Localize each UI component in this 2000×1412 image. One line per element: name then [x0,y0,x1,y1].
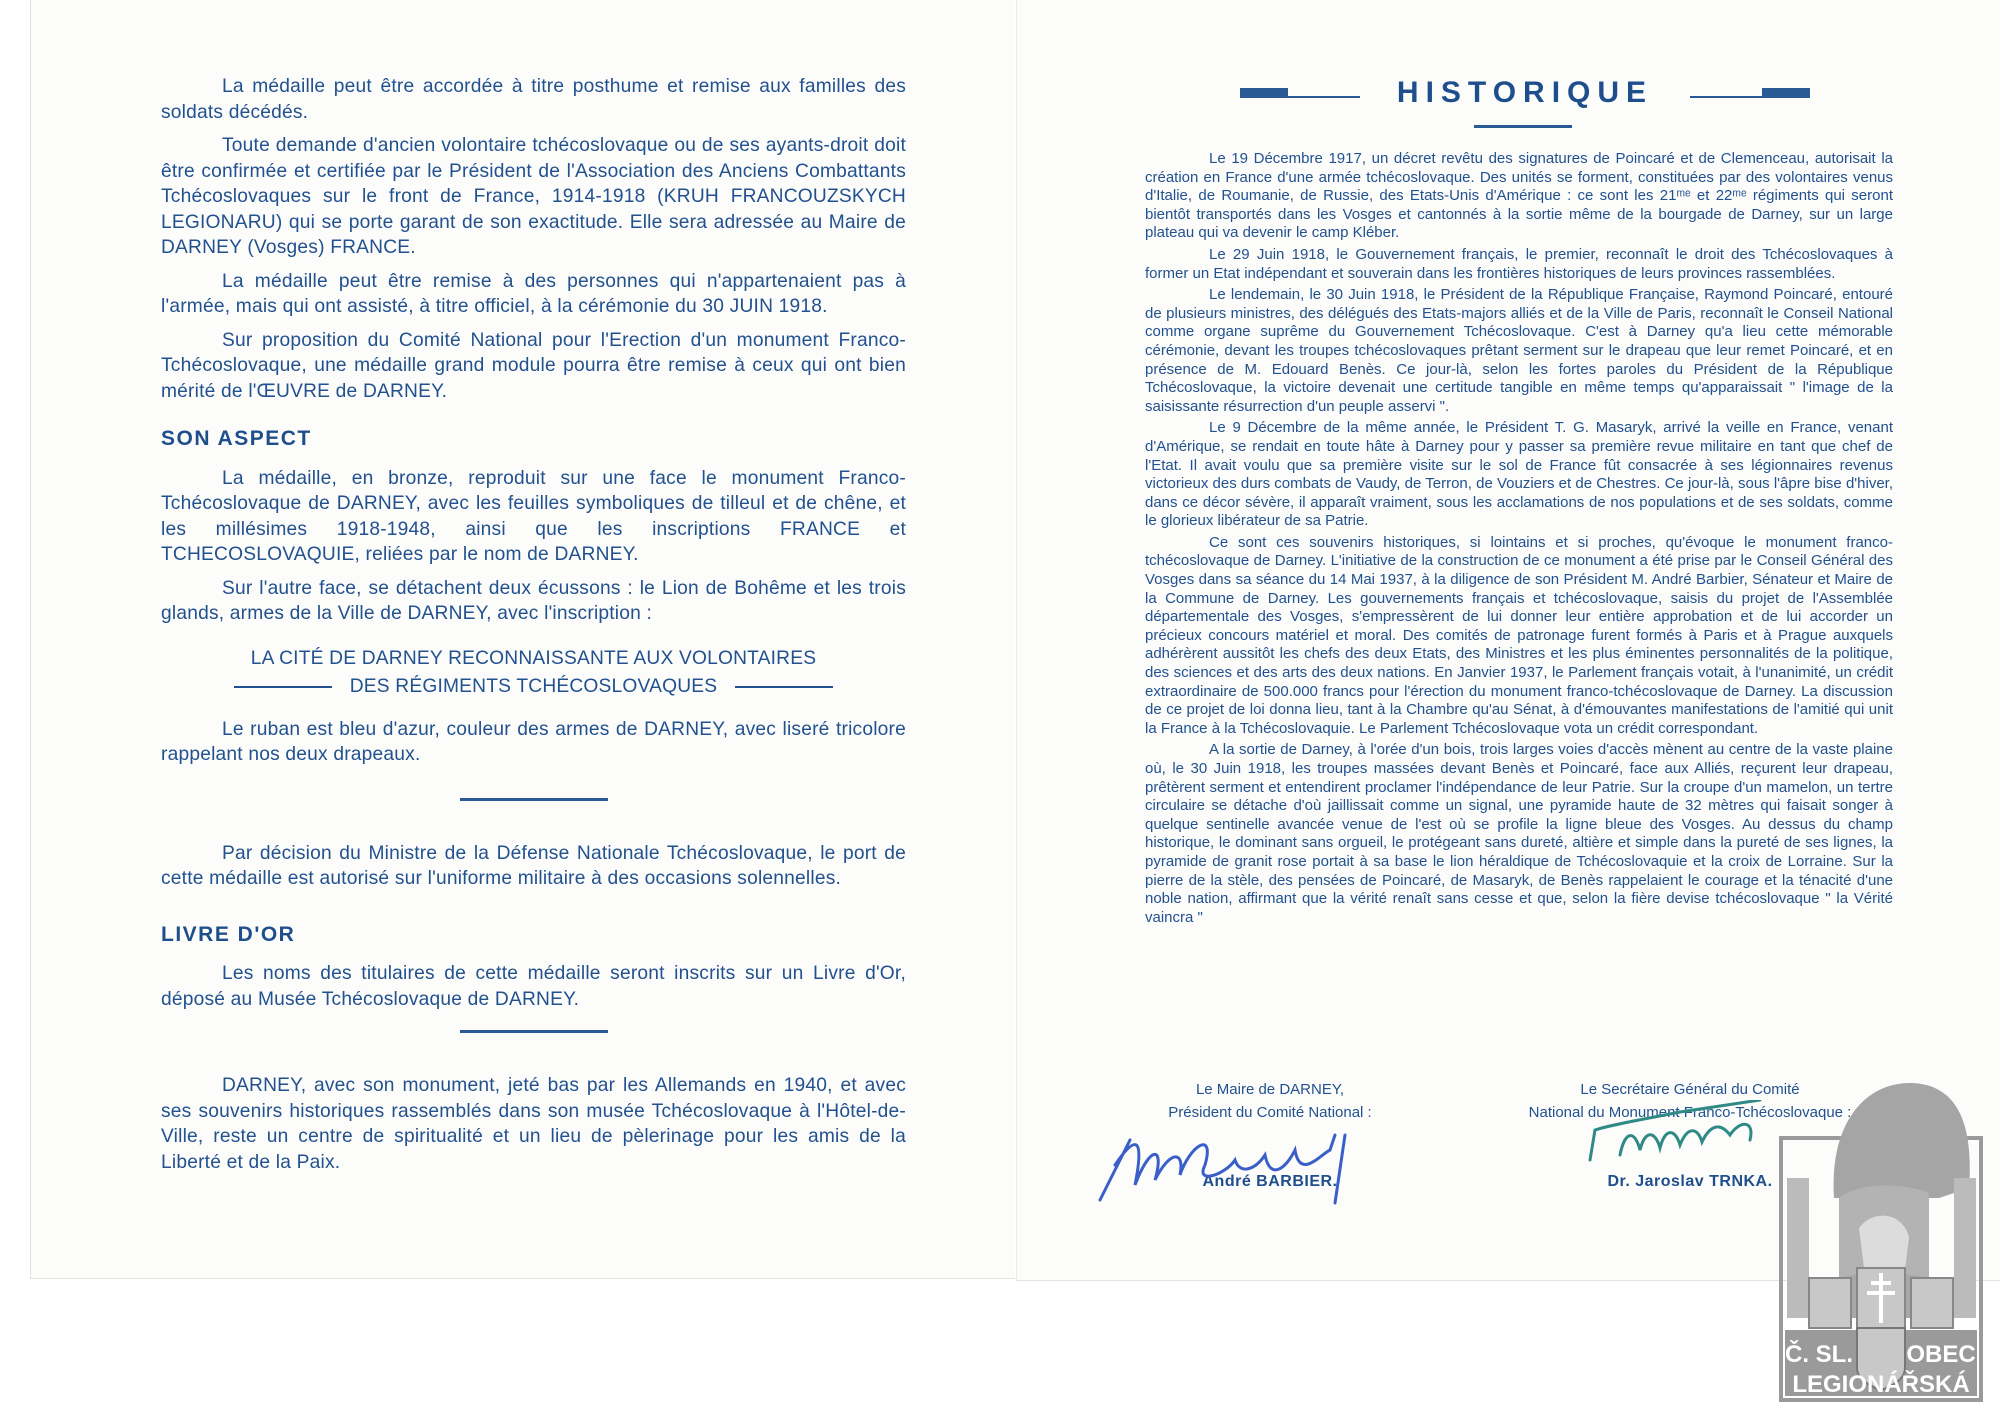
paragraph: Le 29 Juin 1918, le Gouvernement français, le premier, reconnaît le droit des Tchécoslovaques à former un Etat indépendant et souverain dans les frontières historiques de leurs provinces rassemblées. [1145,245,1893,282]
inscription-line-2: DES RÉGIMENTS TCHÉCOSLOVAQUES [349,675,718,697]
paragraph: DARNEY, avec son monument, jeté bas par les Allemands en 1940, et avec ses souvenirs historiques rassemblés dans son musée Tchécoslovaque à l'Hôtel-de-Ville, reste un centre de spiritualité et un lieu de pèlerinage pour les amis de la Liberté et de la Paix. [161,1075,906,1173]
title-ornament [1690,88,1810,98]
signatory-title: National du Monument Franco-Tchécoslovaque : [1528,1104,1852,1121]
signatory-title: Président du Comité National : [1168,1104,1372,1121]
divider [1474,125,1572,128]
paragraph: Toute demande d'ancien volontaire tchécoslovaque ou de ses ayants-droit doit être confirmée et certifiée par le Président de l'Association des Anciens Combattants Tchécoslovaques sur le front de France, 1914-1918 (KRUH FRANCOUZSKYCH LEGIONARU) qui se porte garant de son exactitude. Elle sera adressée au Maire de DARNEY (Vosges) FRANCE. [161,135,906,258]
historique-title [1240,76,1810,110]
paragraph: La médaille peut être remise à des personnes qui n'appartenaient pas à l'armée, mais qui ont assisté, à titre officiel, à la cérémonie du 30 JUIN 1918. [161,270,906,317]
section-heading-livre: LIVRE D'OR [161,922,296,946]
paragraph: A la sortie de Darney, à l'orée d'un bois, trois larges voies d'accès mènent au centre de la vaste plaine où, le 30 Juin 1918, les troupes massées devant Benès et Poincaré, face aux Alliés, reçurent leur drapeau, prêtèrent serment et entendirent proclamer l'indépendance de leur Patrie. Sur la croupe d'un mamelon, un tertre circulaire se détache d'où jaillissait comme un signal, une pyramide haute de 32 mètres qui faisait songer à quelque sentinelle avancée venue de l'est où se profile la ligne bleue des Vosges. Au dessus du champ historique, le dominant sans orgueil, le protégeant sans dureté, altière et simple dans la pureté de ses lignes, la pyramide de granit rose portait à sa base le lion héraldique de Tchécoslovaquie et la croix de Lorraine. Sur la pierre de la stèle, des pensées de Poincaré, de Masaryk, de Benès rappelaient le courage et la ténacité d'une noble nation, affirmant que la vérité renaît sans cesse et que, selon la fière devise tchécoslovaque " la Vérité vaincra " [1145,741,1893,926]
paragraph: Les noms des titulaires de cette médaille seront inscrits sur un Livre d'Or, déposé au Musée Tchécoslovaque de DARNEY. [161,963,906,1010]
legionarska-obec-watermark-logo [1779,1078,1983,1404]
section-heading-aspect: SON ASPECT [161,427,312,450]
signatory-title: Le Maire de DARNEY, [1195,1081,1345,1098]
paragraph: Sur proposition du Comité National pour l'Erection d'un monument Franco-Tchécoslovaque, une médaille grand module pourra être remise à ceux qui ont bien mérité de l'ŒUVRE de DARNEY. [161,329,906,402]
paragraph: Sur l'autre face, se détachent deux écussons : le Lion de Bohême et les trois glands, armes de la Ville de DARNEY, avec l'inscription : [161,577,906,624]
left-column [161,74,906,1183]
paragraph: Le 9 Décembre de la même année, le Président T. G. Masaryk, arrivé la veille en France, venant d'Amérique, se rendait en toute hâte à Darney pour y passer sa première revue militaire en tant que chef de l'Etat. Il avait voulu que sa première visite sur le sol de France fût consacrée à ses légionnaires revenus victorieux des durs combats de Vaudy, de Terron, de Vouziers et de Chestres. Ce jour-là, sous l'âpre bise d'hiver, dans ce décor sévère, il apparaît vraiment, sous les acclamations de nos populations et de ses soldats, comme le glorieux libérateur de sa Patrie. [1145,419,1893,530]
title-ornament [1240,88,1360,98]
watermark-text: LEGIONÁŘSKÁ [1792,1371,1970,1398]
signatory-name: André BARBIER. [1202,1173,1338,1190]
page-title: HISTORIQUE [1396,76,1654,109]
watermark-text: OBEC [1906,1341,1976,1368]
divider [234,686,332,688]
signatory-title: Le Secrétaire Général du Comité [1580,1081,1800,1098]
divider [735,686,833,688]
paragraph: Le 19 Décembre 1917, un décret revêtu des signatures de Poincaré et de Clemenceau, autorisait la création en France d'une armée tchécoslovaque. Des unités se forment, constituées par des volontaires venus d'Italie, de Roumanie, de Russie, des Etats-Unis d'Amérique : ce sont les 21ᵐᵉ et 22ᵐᵉ régiments qui seront bientôt transportés dans les Vosges et cantonnés à la sortie même de la bourgade de Darney, sur un large plateau qui va devenir le camp Kléber. [1145,150,1893,242]
inscription-line-1: LA CITÉ DE DARNEY RECONNAISSANTE AUX VOLONTAIRES [250,647,817,669]
paragraph: Ce sont ces souvenirs historiques, si lointains et si proches, qu'évoque le monument franco-tchécoslovaque de Darney. L'initiative de la construction de ce monument a été prise par le Conseil Général des Vosges dans sa séance du 14 Mai 1937, à la diligence de son Président M. André Barbier, Sénateur et Maire de la Commune de Darney. Les gouvernements français et tchécoslovaque, saisis du projet de l'Assemblée départementale des Vosges, s'empressèrent de lui donner leur entière approbation et de lui accorder un précieux concours matériel et moral. Des comités de patronage furent formés à Paris et à Prague auxquels adhérèrent aussitôt les chefs des deux Etats, des Ministres et les plus éminentes personnalités de la politique, des sciences et des arts des deux nations. En Janvier 1937, le Parlement français votait, à l'unanimité, un crédit extraordinaire de 500.000 francs pour l'érection du monument franco-tchécoslovaque de Darney. La discussion de ce projet de loi donna lieu, tant à la Chambre qu'au Sénat, à d'émouvantes manifestations de l'amitié qui unit la France à la Tchécoslovaquie. Le Parlement Tchécoslovaque vota un crédit correspondant. [1145,533,1893,737]
signatory-name: Dr. Jaroslav TRNKA. [1607,1173,1773,1190]
divider [460,798,608,801]
divider [460,1030,608,1033]
paragraph: La médaille, en bronze, reproduit sur une face le monument Franco-Tchécoslovaque de DARNEY, avec les feuilles symboliques de tilleul et de chêne, et les millésimes 1918-1948, ainsi que les inscriptions FRANCE et TCHECOSLOVAQUIE, reliées par le nom de DARNEY. [161,467,906,565]
paragraph: Le lendemain, le 30 Juin 1918, le Président de la République Française, Raymond Poincaré, entouré de plusieurs ministres, des délégués des Etats-majors alliés et de la Ville de Paris, reconnaît le Conseil National comme organe suprême du Gouvernement Tchécoslovaque. C'est à Darney qu'a lieu cette mémorable cérémonie, devant les troupes tchécoslovaques prêtant serment sur le drapeau que leur remet Poincaré, et en présence de M. Edouard Benès. Ce jour-là, selon les fortes paroles du Président de la République Tchécoslovaque, la victoire devenait une certitude tangible en même temps qu'apparaissait " l'image de la saisissante résurrection d'un peuple asservi ". [1145,286,1893,415]
paragraph: Par décision du Ministre de la Défense Nationale Tchécoslovaque, le port de cette médaille est autorisé sur l'uniforme militaire à des occasions solennelles. [161,842,906,889]
medal-inscription [161,645,906,701]
paragraph: Le ruban est bleu d'azur, couleur des armes de DARNEY, avec liseré tricolore rappelant nos deux drapeaux. [161,718,906,765]
signature-barbier [1095,1125,1385,1205]
watermark-text: Č. SL. [1784,1341,1854,1368]
right-column [1145,150,1893,930]
paragraph: La médaille peut être accordée à titre posthume et remise aux familles des soldats décédés. [161,76,906,123]
